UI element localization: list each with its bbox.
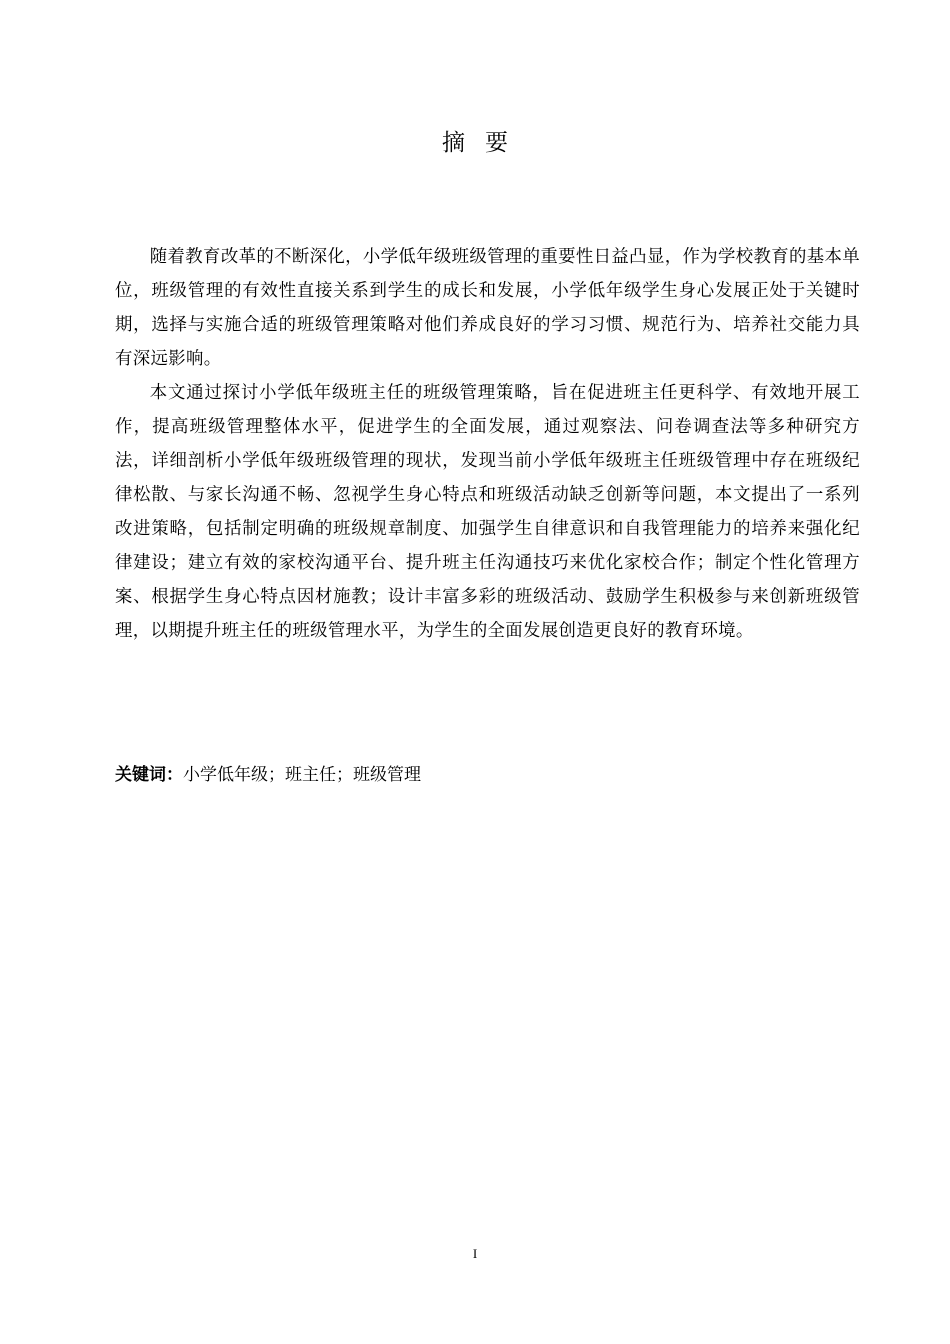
abstract-paragraph-1: 随着教育改革的不断深化，小学低年级班级管理的重要性日益凸显，作为学校教育的基本单位，班级管理的有效性直接关系到学生的成长和发展，小学低年级学生身心发展正处于关键时期，选择与实施合适的班级管理策略对他们养成良好的学习习惯、规范行为、培养社交能力具有深远影响。 [115,247,860,369]
page-number: I [472,1246,478,1261]
keywords-line [115,760,421,790]
keywords-value: 小学低年级；班主任；班级管理 [183,765,421,785]
abstract-paragraph-2: 本文通过探讨小学低年级班主任的班级管理策略，旨在促进班主任更科学、有效地开展工作，提高班级管理整体水平，促进学生的全面发展，通过观察法、问卷调查法等多种研究方法，详细剖析小学低年级班级管理的现状，发现当前小学低年级班主任班级管理中存在班级纪律松散、与家长沟通不畅、忽视学生身心特点和班级活动缺乏创新等问题，本文提出了一系列改进策略，包括制定明确的班级规章制度、加强学生自律意识和自我管理能力的培养来强化纪律建设；建立有效的家校沟通平台、提升班主任沟通技巧来优化家校合作；制定个性化管理方案、根据学生身心特点因材施教；设计丰富多彩的班级活动、鼓励学生积极参与来创新班级管理，以期提升班主任的班级管理水平，为学生的全面发展创造更良好的教育环境。 [115,383,860,641]
page-title: 摘要 [442,130,528,156]
abstract-body [115,240,860,648]
keywords-label: 关键词： [115,765,183,785]
